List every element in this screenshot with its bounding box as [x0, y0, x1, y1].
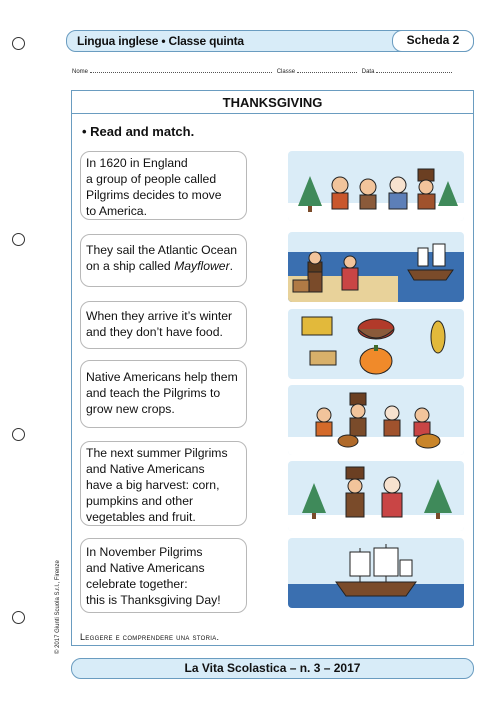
picture-pilgrims-group[interactable]	[288, 151, 464, 221]
class-field[interactable]	[297, 67, 357, 73]
sentence-card-1[interactable]	[80, 151, 247, 220]
student-info-row	[72, 67, 472, 75]
picture-mayflower-ship[interactable]	[288, 232, 464, 302]
date-label: Data	[361, 69, 375, 75]
date-field[interactable]	[376, 67, 452, 73]
binder-hole-1	[12, 37, 25, 50]
copyright-notice: © 2017 Giunti Scuola S.r.l., Firenze	[55, 560, 61, 654]
magazine-label: La Vita Scolastica – n. 3 – 2017	[184, 661, 361, 675]
sentence-card-3[interactable]	[80, 301, 247, 349]
name-label: Nome	[72, 69, 89, 75]
worksheet-title: THANKSGIVING	[222, 95, 323, 110]
binder-hole-2	[12, 233, 25, 246]
picture-winter-food[interactable]	[288, 309, 464, 379]
sentence-text: Native Americans help them and teach the Pilgrims to grow new crops.	[86, 370, 238, 416]
sentence-card-2[interactable]	[80, 234, 247, 287]
subject-label: Lingua inglese • Classe quinta	[77, 34, 244, 48]
sheet-number: Scheda 2	[392, 30, 474, 52]
sentence-card-6[interactable]	[80, 538, 247, 613]
picture-harvest[interactable]	[288, 461, 464, 531]
sentence-card-5[interactable]	[80, 441, 247, 526]
picture-native-americans-help[interactable]	[288, 385, 464, 455]
sentence-text: They sail the Atlantic Ocean on a ship called Mayflower.	[86, 243, 238, 273]
ship-name: Mayflower	[174, 259, 230, 273]
footnote: Leggere e comprendere una storia.	[80, 632, 220, 642]
footer-bar	[71, 658, 474, 679]
binder-hole-3	[12, 428, 25, 441]
class-label: Classe	[276, 69, 296, 75]
sentence-text: When they arrive it’s winter and they don’t have food.	[86, 309, 233, 339]
worksheet-frame	[71, 90, 474, 646]
picture-thanksgiving-ship[interactable]	[288, 538, 464, 608]
sentence-card-4[interactable]	[80, 360, 247, 428]
name-field[interactable]	[90, 67, 272, 73]
binder-hole-4	[12, 611, 25, 624]
instruction: • Read and match.	[82, 124, 195, 139]
header-bar	[66, 30, 474, 52]
sentence-text: In November Pilgrims and Native Americans celebrate together: this is Thanksgiving Day!	[86, 545, 221, 607]
sentence-text: In 1620 in England a group of people called Pilgrims decides to move to America.	[86, 156, 222, 218]
sentence-text: The next summer Pilgrims and Native Americans have a big harvest: corn, pumpkins and other vegetables and fruit.	[86, 446, 228, 524]
title-divider	[72, 113, 473, 114]
